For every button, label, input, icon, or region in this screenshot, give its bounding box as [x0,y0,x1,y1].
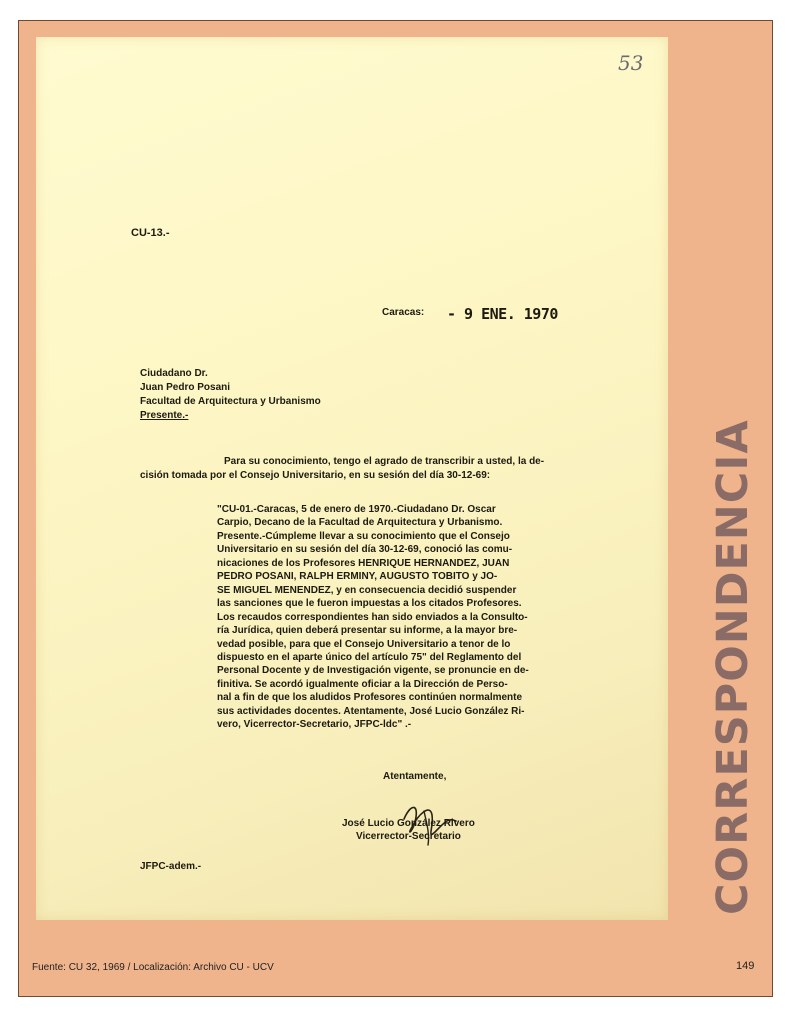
quote-line: ría Jurídica, quien deberá presentar su informe, a la mayor bre- [217,625,518,637]
quote-line: dispuesto en el aparte único del artículo 75" del Reglamento del [217,651,522,663]
quote-line: nal a fin de que los aludidos Profesores continúen normalmente [217,692,523,704]
quote-line: nicaciones de los Profesores HENRIQUE HERNANDEZ, JUAN [217,557,510,569]
recipient-name: Juan Pedro Posani [140,382,231,393]
recipient-title: Ciudadano Dr. [140,368,208,379]
quote-line: Universitario en su sesión del día 30-12-69, conoció las comu- [217,544,513,556]
recipient-presente: Presente.- [140,410,189,421]
signer-block [342,817,475,843]
quote-line: vedad posible, para que el Consejo Universitario a tenor de lo [217,638,511,650]
quote-line: Los recaudos correspondientes han sido enviados a la Consulto- [217,611,528,623]
intro-line: cisión tomada por el Consejo Universitario, en su sesión del día 30-12-69: [140,470,491,481]
place-label: Caracas: [382,307,425,318]
scanned-letter [36,37,668,920]
handwritten-page-number: 53 [618,51,644,75]
quote-line: Presente.-Cúmpleme llevar a su conocimiento que el Consejo [217,530,510,542]
recipient-faculty: Facultad de Arquitectura y Urbanismo [140,396,321,407]
quote-line: vero, Vicerrector-Secretario, JFPC-ldc" .- [217,719,412,731]
quote-line: Personal Docente y de Investigación vigente, se pronuncie en de- [217,665,529,677]
page-number: 149 [736,960,755,972]
typist-initials: JFPC-adem.- [140,861,202,872]
recipient-block [140,367,321,423]
signer-title: Vicerrector-Secretario [355,831,461,842]
quote-line: SE MIGUEL MENENDEZ, y en consecuencia decidió suspender [217,584,517,596]
closing: Atentamente, [383,771,447,782]
intro-line: Para su conocimiento, tengo el agrado de transcribir a usted, la de- [224,456,545,467]
quote-line: Carpio, Decano de la Facultad de Arquitectura y Urbanismo. [217,517,503,529]
section-title-vertical: CORRESPONDENCIA [708,419,758,915]
source-note: Fuente: CU 32, 1969 / Localización: Archivo CU - UCV [32,962,274,973]
quote-line: las sanciones que le fueron impuestas a los citados Profesores. [217,598,522,610]
date-stamp: - 9 ENE. 1970 [447,305,558,323]
quoted-resolution [217,503,597,732]
quote-line: finitiva. Se acordó igualmente oficiar a la Dirección de Perso- [217,678,508,690]
quote-line: PEDRO POSANI, RALPH ERMINY, AUGUSTO TOBITO y JO- [217,571,498,583]
quote-line: "CU-01.-Caracas, 5 de enero de 1970.-Ciudadano Dr. Oscar [217,504,496,515]
reference-code: CU-13.- [131,227,170,239]
signer-name: José Lucio González Rivero [342,818,475,829]
intro-paragraph [140,455,592,483]
quote-line: sus actividades docentes. Atentamente, José Lucio González Ri- [217,705,525,717]
